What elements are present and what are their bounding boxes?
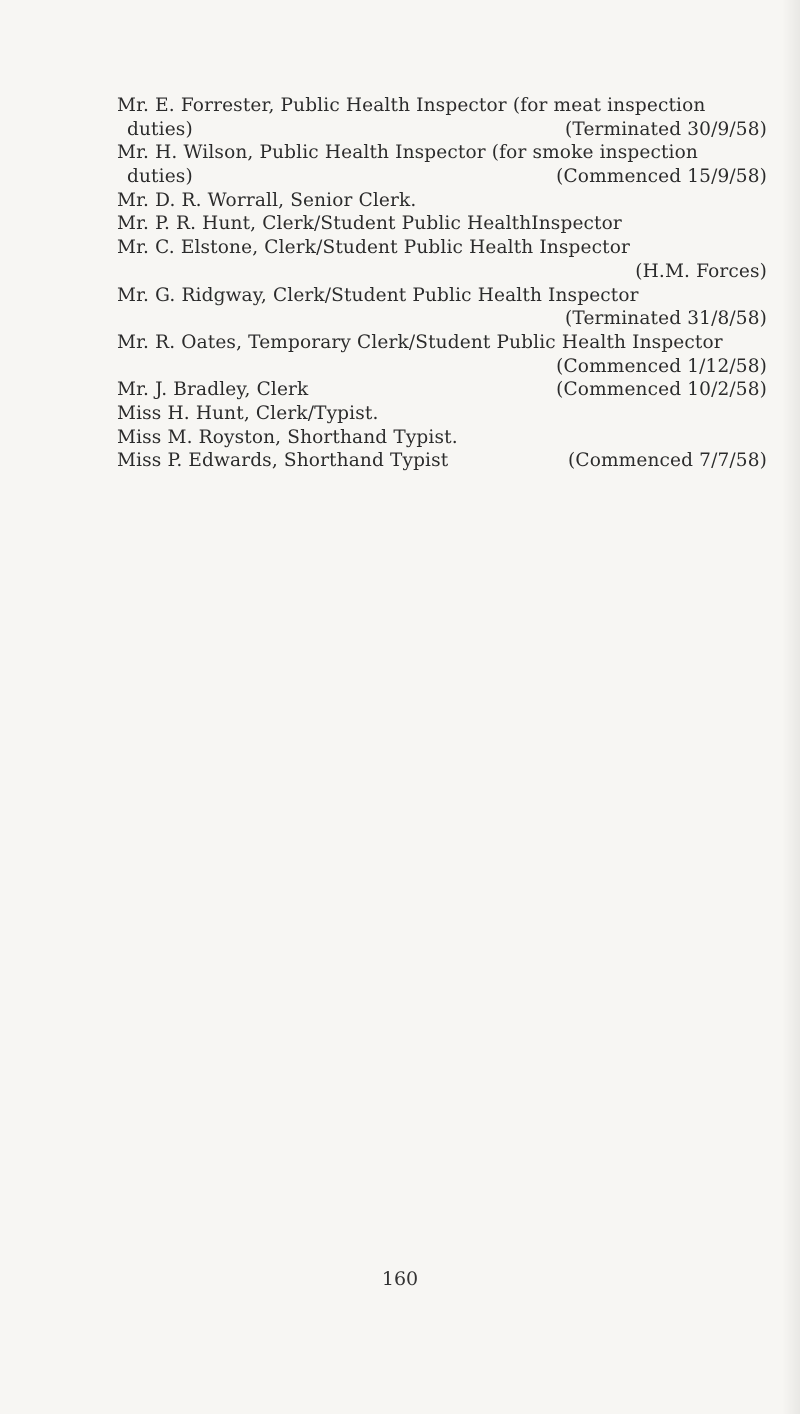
staff-line xyxy=(117,141,767,165)
staff-line-text: Mr. D. R. Worrall, Senior Clerk. xyxy=(117,189,417,211)
staff-list xyxy=(117,94,767,473)
staff-line xyxy=(117,189,767,213)
staff-line xyxy=(117,284,767,308)
staff-line xyxy=(117,165,767,189)
page-number: 160 xyxy=(381,1268,419,1290)
staff-line-status: (Commenced 10/2/58) xyxy=(556,379,767,401)
staff-line xyxy=(117,331,767,355)
staff-line xyxy=(117,355,767,379)
staff-line xyxy=(117,212,767,236)
staff-line-status: (Commenced 15/9/58) xyxy=(556,166,767,188)
staff-line-text: Miss M. Royston, Shorthand Typist. xyxy=(117,426,458,448)
staff-line-text: Mr. J. Bradley, Clerk xyxy=(117,379,309,401)
staff-line-text: Mr. E. Forrester, Public Health Inspector (for meat inspection xyxy=(117,95,706,116)
staff-line xyxy=(117,94,767,118)
staff-line xyxy=(117,260,767,284)
staff-line-text: Miss P. Edwards, Shorthand Typist xyxy=(117,450,449,472)
staff-line-text: Mr. R. Oates, Temporary Clerk/Student Public Health Inspector xyxy=(117,331,723,353)
staff-line-text: duties) xyxy=(127,166,193,188)
staff-line-text: Mr. C. Elstone, Clerk/Student Public Health Inspector xyxy=(117,237,631,259)
staff-line-status: (H.M. Forces) xyxy=(635,260,767,282)
staff-line xyxy=(117,426,767,450)
staff-line xyxy=(117,118,767,142)
staff-line-status: (Commenced 7/7/58) xyxy=(568,450,767,472)
staff-line-text: Mr. H. Wilson, Public Health Inspector (for smoke inspection xyxy=(117,142,698,164)
staff-line-status: (Terminated 31/8/58) xyxy=(565,308,767,330)
staff-line-text: Mr. P. R. Hunt, Clerk/Student Public HealthInspector xyxy=(117,213,622,235)
staff-line-text: Mr. G. Ridgway, Clerk/Student Public Health Inspector xyxy=(117,284,639,306)
staff-line-status: (Terminated 30/9/58) xyxy=(565,118,767,140)
staff-line xyxy=(117,236,767,260)
staff-line-status: (Commenced 1/12/58) xyxy=(556,355,767,377)
page-edge-shadow xyxy=(782,0,800,1414)
staff-line-text: Miss H. Hunt, Clerk/Typist. xyxy=(117,402,379,424)
staff-line xyxy=(117,307,767,331)
staff-line xyxy=(117,378,767,402)
staff-line xyxy=(117,402,767,426)
staff-line xyxy=(117,449,767,473)
staff-line-text: duties) xyxy=(127,118,193,140)
